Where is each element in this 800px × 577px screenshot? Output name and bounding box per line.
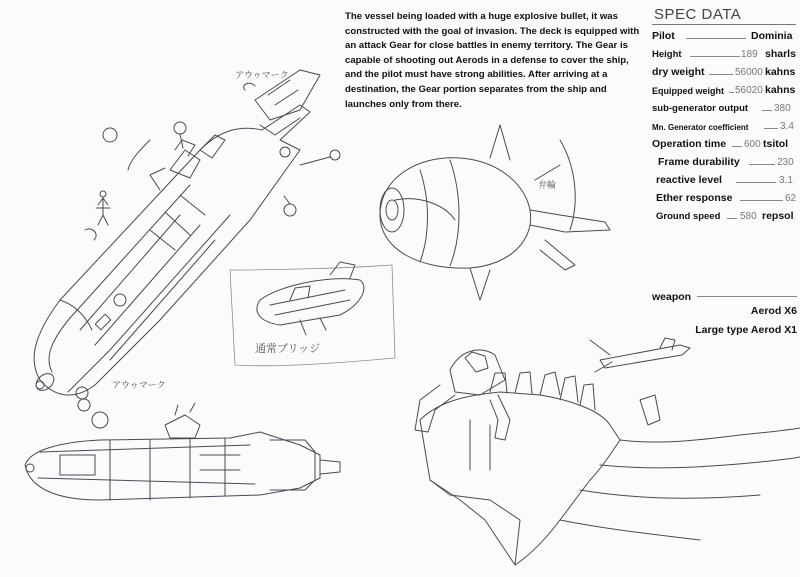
spec-unit: kahns <box>765 66 796 78</box>
spec-row-operation-time <box>652 135 800 153</box>
spec-value: 600 <box>744 139 761 150</box>
spec-leader-line <box>709 74 733 75</box>
spec-label: Frame durability <box>658 156 740 168</box>
spec-label: Ether response <box>656 192 733 204</box>
side-view-ship-sketch <box>25 399 340 500</box>
spec-value: 230 <box>777 157 794 168</box>
spec-leader-line <box>749 164 775 165</box>
spec-unit: kahns <box>765 84 796 96</box>
spec-value: 3.4 <box>780 121 794 132</box>
spec-leader-line <box>764 128 778 129</box>
spec-leader-line <box>740 200 783 201</box>
spec-label: dry weight <box>652 66 705 78</box>
spec-row-pilot <box>652 27 800 45</box>
spec-value: 56000 <box>735 67 763 78</box>
spec-label: Ground speed <box>656 211 721 222</box>
spec-leader-line <box>732 146 742 147</box>
spec-label: Operation time <box>652 138 727 150</box>
gear-pod-sketch <box>380 125 610 300</box>
sketch-note-bridge: 通常ブリッジ <box>255 342 321 355</box>
spec-data-title: SPEC DATA <box>654 6 742 23</box>
spec-leader-line <box>729 92 734 93</box>
spec-leader-line <box>736 182 776 183</box>
spec-value: 189 <box>741 49 758 60</box>
weapon-leader-line <box>697 296 797 297</box>
spec-row-frame-durability <box>652 153 800 171</box>
spec-title-divider <box>652 24 796 25</box>
spec-label: Height <box>652 49 682 60</box>
spec-unit: sharls <box>765 48 796 60</box>
spec-row-reactive-level <box>652 171 800 189</box>
spec-value: 3.1 <box>779 175 793 186</box>
sketch-note-top: アウゥマーク <box>235 71 289 81</box>
spec-value: 56020 <box>735 85 763 96</box>
vessel-description: The vessel being loaded with a huge explosive bullet, it was constructed with the goal of invasion. The deck is equipped with an attack Gear for close battles in enemy territory. The Gear is capable of shooting out Aerods in a defense to cover the ship, and the pilot must have strong abilities. After arriving at a destination, the Gear portion separates from the ship and launches only from there. <box>345 11 640 110</box>
spec-label: Equipped weight <box>652 86 724 96</box>
spec-row-dry-weight <box>652 63 800 81</box>
spec-row-ground-speed <box>652 207 800 225</box>
spec-leader-line <box>686 38 746 39</box>
spec-row-height <box>652 45 800 63</box>
spec-row-ether-response <box>652 189 800 207</box>
sketch-note-mid: アウゥマーク <box>112 381 166 391</box>
spec-row-sub-generator-output <box>652 99 800 117</box>
sketch-note-sphere: 弁輪 <box>538 181 557 191</box>
spec-label: Pilot <box>652 30 675 42</box>
spec-leader-line <box>690 56 740 57</box>
spec-value: 380 <box>774 103 791 114</box>
aerod-weapon-sketch <box>590 338 690 425</box>
pilot-gear-sketch <box>415 350 800 565</box>
spec-value: 580 <box>740 211 757 222</box>
spec-label: reactive level <box>656 174 722 186</box>
weapon-item-large-aerod: Large type Aerod X1 <box>695 324 797 336</box>
spec-unit: repsol <box>762 210 794 222</box>
weapon-section <box>652 287 797 336</box>
weapon-item-aerod: Aerod X6 <box>750 305 797 317</box>
spec-label: Mn. Generator coefficient <box>652 123 749 132</box>
spec-value: 62 <box>785 193 797 204</box>
spec-label: sub-generator output <box>652 103 749 114</box>
spec-unit: tsitol <box>763 138 789 150</box>
spec-row-equipped-weight <box>652 81 800 99</box>
spec-data-panel <box>652 6 800 225</box>
weapon-label: weapon <box>652 291 692 303</box>
spec-row-mn-generator-coefficient <box>652 117 800 135</box>
spec-leader-line <box>727 218 737 219</box>
spec-leader-line <box>762 110 772 111</box>
spec-unit: Dominia <box>751 30 793 42</box>
